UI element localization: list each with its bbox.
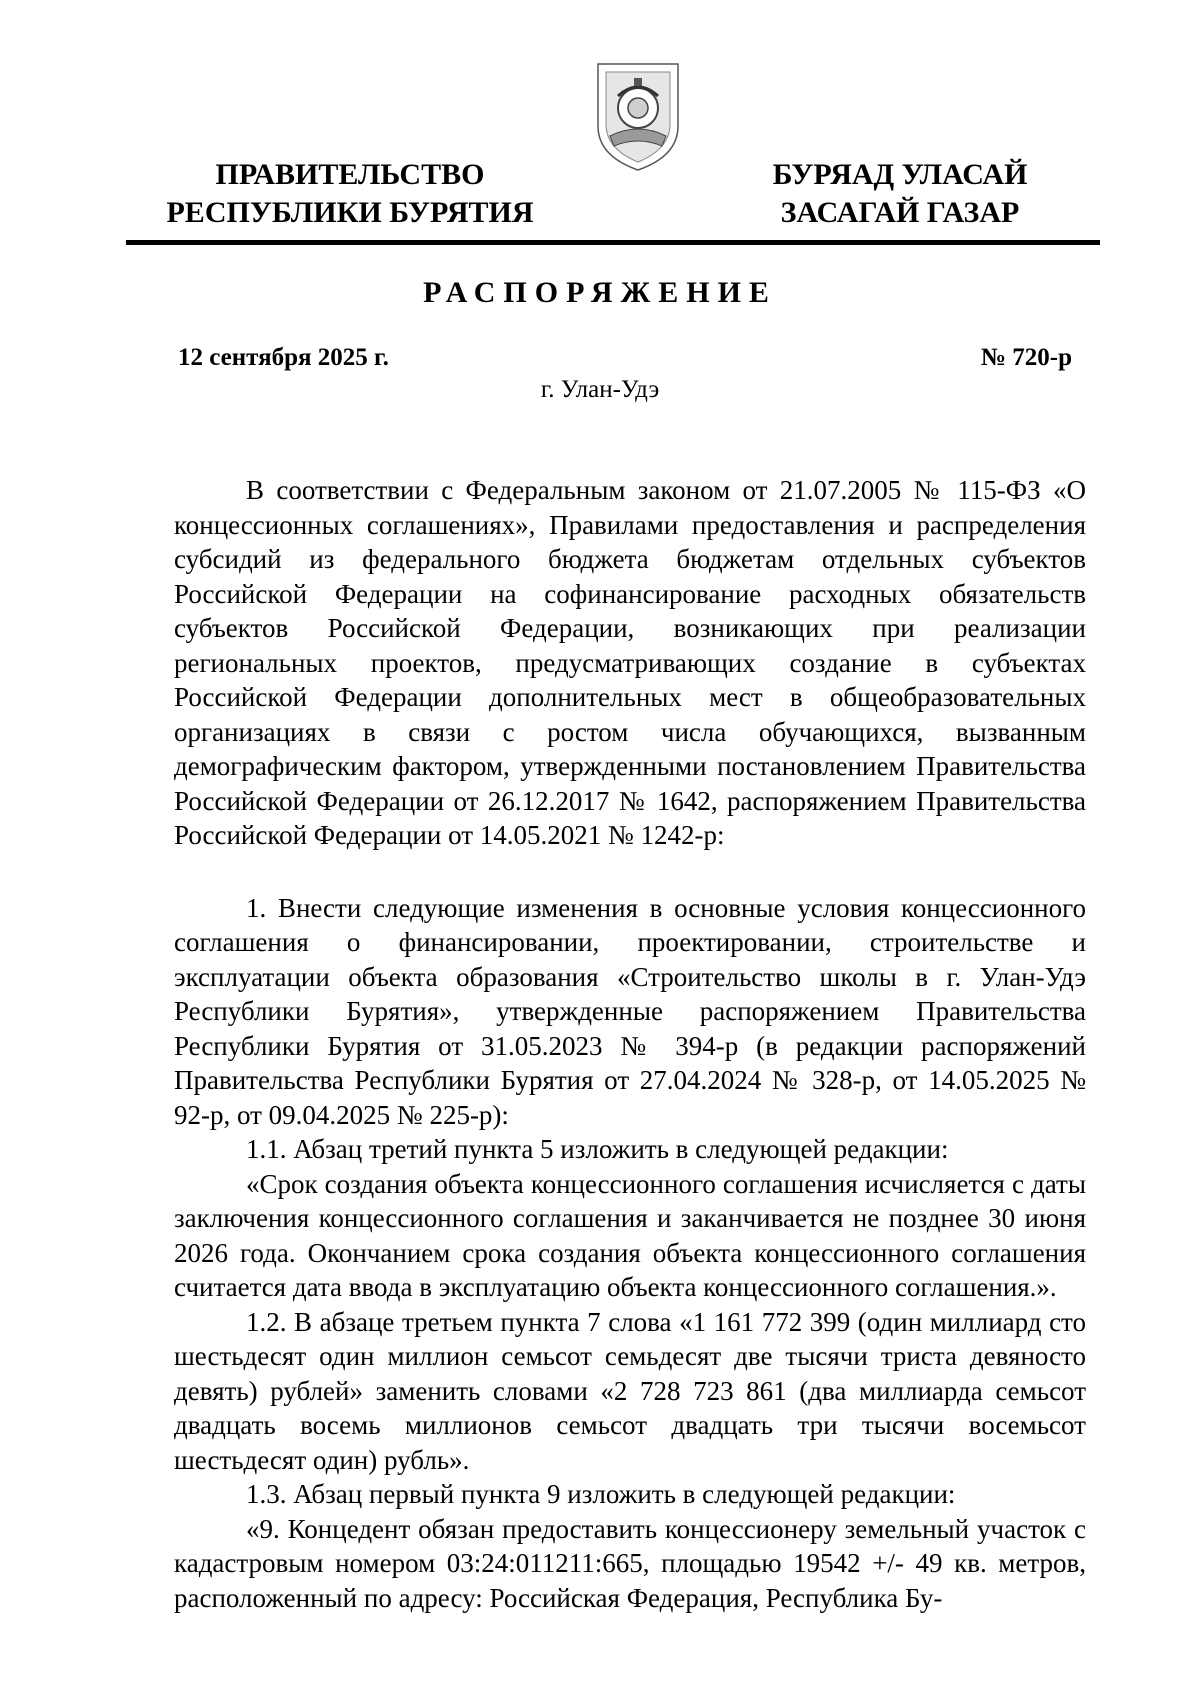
org-name-line: ЗАСАГАЙ ГАЗАР <box>780 196 1020 229</box>
document-date: 12 сентября 2025 г. <box>178 344 389 371</box>
header-divider <box>126 240 1100 245</box>
org-name-russian <box>160 156 540 232</box>
item-1-paragraph: 1. Внести следующие изменения в основные условия концессионного соглашения о финансировании, проектировании, строительстве и эксплуатации объекта образования «Строительство школы в г. Улан-Удэ Республики Бурятия», утвержденные распоряжением Правительства Республики Бурятия от 31.05.2023 № 394-р (в редакции распоряжений Правительства Республики Бурятия от 27.04.2024 № 328-р, от 14.05.2025 № 92-р, от 09.04.2025 № 225-р): <box>174 892 1086 1130</box>
document-place: г. Улан-Удэ <box>540 376 660 403</box>
item-1-3-text-paragraph: «9. Концедент обязан предоставить концессионеру земельный участок с кадастровым номером 03:24:011211:665, площадью 19542 +/- 49 кв. метров, расположенный по адресу: Российская Федерация, Республика Бу- <box>174 1513 1086 1613</box>
coat-of-arms-icon <box>588 56 688 174</box>
preamble-paragraph: В соответствии с Федеральным законом от 21.07.2005 № 115-ФЗ «О концессионных соглашениях», Правилами предоставления и распределения субсидий из федерального бюджета бюджетам отдельных субъектов Российской Федерации на софинансирование расходных обязательств субъектов Российской Федерации, возникающих при реализации региональных проектов, предусматривающих создание в субъектах Российской Федерации дополнительных мест в общеобразовательных организациях в связи с ростом числа обучающихся, вызванным демографическим фактором, утвержденными постановлением Правительства Российской Федерации от 26.12.2017 № 1642, распоряжением Правительства Российской Федерации от 14.05.2021 № 1242-р: <box>174 475 1086 850</box>
org-name-line: ПРАВИТЕЛЬСТВО <box>215 158 485 191</box>
document-number: № 720-р <box>980 344 1072 371</box>
org-name-line: БУРЯАД УЛАСАЙ <box>772 158 1028 191</box>
item-1-1-text-paragraph: «Срок создания объекта концессионного соглашения исчисляется с даты заключения концессионного соглашения и заканчивается не позднее 30 июня 2026 года. Окончанием срока создания объекта концессионного соглашения считается дата ввода в эксплуатацию объекта концессионного соглашения.». <box>174 1168 1086 1302</box>
document-body <box>174 473 1086 1615</box>
item-1-1-paragraph: 1.1. Абзац третий пункта 5 изложить в следующей редакции: <box>246 1134 949 1164</box>
item-1-2-paragraph: 1.2. В абзаце третьем пункта 7 слова «1 161 772 399 (один миллиард сто шестьдесят один миллион семьсот семьдесят две тысячи триста девяносто девять) рублей» заменить словами «2 728 723 861 (два миллиарда семьсот двадцать восемь миллионов семьсот двадцать три тысячи восемьсот шестьдесят один) рубль». <box>174 1306 1086 1475</box>
org-name-line: РЕСПУБЛИКИ БУРЯТИЯ <box>166 196 534 229</box>
org-name-buryat <box>755 156 1045 232</box>
document-type-title: РАСПОРЯЖЕНИЕ <box>423 276 777 309</box>
item-1-3-paragraph: 1.3. Абзац первый пункта 9 изложить в следующей редакции: <box>246 1479 956 1509</box>
